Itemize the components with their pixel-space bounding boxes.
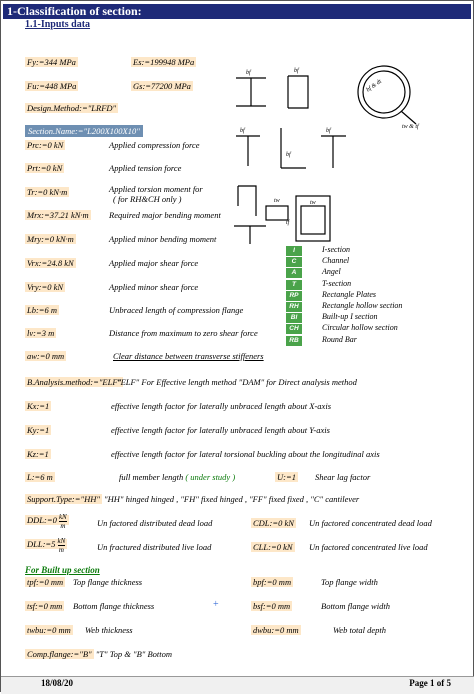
legend-label: I-section bbox=[322, 245, 350, 254]
section-name-value: Section.Name:="L200X100X10" bbox=[25, 125, 143, 137]
svg-text:bf: bf bbox=[326, 128, 331, 134]
legend-label: Channel bbox=[322, 256, 350, 266]
svg-text:bf & dt: bf & dt bbox=[365, 78, 383, 94]
footer-date: 18/08/20 bbox=[41, 678, 74, 688]
lv-value: lv:=3 m bbox=[27, 328, 55, 338]
section-title: 1-Classification of section: bbox=[3, 4, 471, 19]
vry-desc: Applied minor shear force bbox=[109, 282, 199, 292]
legend-label: Rectangle Plates bbox=[322, 289, 376, 299]
fu-row bbox=[25, 81, 78, 91]
ky-value: Ky:=1 bbox=[27, 425, 50, 435]
l-desc-main: full member length bbox=[119, 472, 184, 482]
legend-item-rh bbox=[286, 301, 402, 312]
ddl-value bbox=[25, 513, 69, 530]
dll-desc: Un fractured distributed live load bbox=[97, 542, 212, 552]
tr-desc: Applied torsion moment for bbox=[109, 184, 203, 194]
builtup-title: For Built up section bbox=[25, 565, 100, 575]
tr-desc-2: ( for RH&CH only ) bbox=[113, 194, 182, 204]
vrx-desc: Applied major shear force bbox=[109, 258, 199, 268]
tr-value: Tr:=0 kN·m bbox=[27, 187, 68, 197]
kx-desc: effective length factor for laterally unbraced length about X-axis bbox=[111, 401, 332, 411]
mrx-value: Mrx:=37.21 kN·m bbox=[27, 210, 89, 220]
footer-page-number: Page 1 of 5 bbox=[409, 678, 451, 688]
kx-row bbox=[25, 401, 51, 411]
prt-row bbox=[25, 163, 64, 173]
vrx-row bbox=[25, 258, 76, 268]
legend-label: T-section bbox=[322, 278, 352, 288]
plus-icon: + bbox=[213, 599, 219, 610]
svg-text:bf: bf bbox=[286, 152, 291, 158]
inputs-subtitle: 1.1-Inputs data bbox=[25, 19, 91, 30]
ddl-unit-num: kN bbox=[58, 513, 67, 521]
fy-value: Fy:=344 MPa bbox=[27, 57, 76, 67]
legend-item-ch bbox=[286, 323, 398, 334]
svg-text:tw: tw bbox=[274, 198, 280, 204]
kz-desc: effective length factor for lateral torsional buckling about the longitudinal axis bbox=[111, 449, 380, 459]
svg-text:bf: bf bbox=[246, 70, 251, 76]
cll-row bbox=[251, 542, 295, 552]
dll-unit-num: kN bbox=[57, 537, 66, 545]
tsf-desc: Bottom flange thickness bbox=[73, 601, 155, 611]
prc-row bbox=[25, 140, 65, 150]
bsf-row bbox=[251, 601, 292, 611]
cdl-value: CDL:=0 kN bbox=[253, 518, 294, 528]
analysis-desc: "ELF" For Effective length method "DAM" for Direct analysis method bbox=[117, 377, 357, 387]
support-row bbox=[25, 494, 359, 504]
lv-row bbox=[25, 328, 56, 338]
ddl-row bbox=[25, 513, 69, 533]
analysis-value: B.Analysis.method:="ELF" bbox=[27, 377, 122, 387]
legend-item-t bbox=[286, 279, 351, 290]
svg-text:bf: bf bbox=[294, 68, 299, 74]
u-row bbox=[275, 472, 298, 482]
legend-code-badge: C bbox=[286, 257, 302, 267]
ky-desc: effective length factor for laterally unbraced length about Y-axis bbox=[111, 425, 330, 435]
prt-value: Prt:=0 kN bbox=[27, 163, 63, 173]
kz-value: Kz:=1 bbox=[27, 449, 49, 459]
analysis-row bbox=[25, 377, 123, 387]
ddl-unit bbox=[59, 513, 67, 530]
mrx-row bbox=[25, 210, 91, 220]
l-desc-note: ( under study ) bbox=[185, 472, 236, 482]
legend-label: Circular hollow section bbox=[322, 323, 398, 333]
tpf-desc: Top flange thickness bbox=[73, 577, 143, 587]
fu-value: Fu:=448 MPa bbox=[27, 81, 77, 91]
ddl-unit-den: m bbox=[60, 522, 66, 530]
kz-row bbox=[25, 449, 51, 459]
legend-label: Angel bbox=[322, 267, 341, 277]
lv-desc: Distance from maximum to zero shear force bbox=[109, 328, 258, 338]
u-desc: Shear lag factor bbox=[315, 472, 371, 482]
vrx-value: Vrx:=24.8 kN bbox=[27, 258, 74, 268]
aw-row bbox=[25, 351, 66, 361]
bpf-row bbox=[251, 577, 293, 587]
dwbu-value: dwbu:=0 mm bbox=[253, 625, 299, 635]
legend-code-badge: BI bbox=[286, 313, 302, 323]
es-row bbox=[131, 57, 196, 67]
mry-row bbox=[25, 234, 76, 244]
legend-item-a bbox=[286, 267, 341, 278]
cll-value: CLL:=0 kN bbox=[253, 542, 293, 552]
support-desc: "HH" hinged hinged , "FH" fixed hinged , "FF" fixed fixed , "C" cantilever bbox=[104, 494, 360, 504]
lb-row bbox=[25, 305, 59, 315]
vry-row bbox=[25, 282, 65, 292]
aw-desc: Clear distance between transverse stiffeners bbox=[113, 351, 264, 361]
l-value: L:=6 m bbox=[27, 472, 53, 482]
gs-value: Gs:=77200 MPa bbox=[133, 81, 191, 91]
comp-value: Comp.flange:="B" bbox=[27, 649, 92, 659]
dll-unit bbox=[58, 537, 66, 554]
svg-text:tf: tf bbox=[286, 220, 290, 226]
legend-item-i bbox=[286, 245, 350, 256]
dll-value bbox=[25, 537, 67, 554]
legend-code-badge: RH bbox=[286, 302, 302, 312]
dll-unit-den: m bbox=[58, 546, 64, 554]
mry-desc: Applied minor bending moment bbox=[109, 234, 217, 244]
cdl-desc: Un factored concentrated dead load bbox=[309, 518, 432, 528]
dwbu-row bbox=[251, 625, 301, 635]
legend-code-badge: RB bbox=[286, 336, 302, 346]
legend-code-badge: RP bbox=[286, 291, 302, 301]
legend-label: Round Bar bbox=[322, 334, 357, 344]
legend-item-bi bbox=[286, 312, 378, 323]
tsf-value: tsf:=0 mm bbox=[27, 601, 63, 611]
ky-row bbox=[25, 425, 51, 435]
l-row bbox=[25, 472, 55, 482]
lb-desc: Unbraced length of compression flange bbox=[109, 305, 244, 315]
dwbu-desc: Web total depth bbox=[333, 625, 387, 635]
dll-row bbox=[25, 537, 67, 557]
kx-value: Kx:=1 bbox=[27, 401, 50, 411]
ddl-desc: Un factored distributed dead load bbox=[97, 518, 213, 528]
prc-desc: Applied compression force bbox=[109, 140, 200, 150]
legend-item-c bbox=[286, 256, 349, 267]
legend-code-badge: T bbox=[286, 280, 302, 290]
comp-row bbox=[25, 649, 172, 659]
fy-row bbox=[25, 57, 78, 67]
legend-code-badge: A bbox=[286, 268, 302, 278]
bpf-desc: Top flange width bbox=[321, 577, 378, 587]
tpf-value: tpf:=0 mm bbox=[27, 577, 64, 587]
vry-value: Vry:=0 kN bbox=[27, 282, 64, 292]
bsf-desc: Bottom flange width bbox=[321, 601, 390, 611]
twbu-row bbox=[25, 625, 73, 635]
cdl-row bbox=[251, 518, 296, 528]
twbu-value: twbu:=0 mm bbox=[27, 625, 71, 635]
bpf-value: bpf:=0 mm bbox=[253, 577, 292, 587]
gs-row bbox=[131, 81, 193, 91]
legend-item-rb bbox=[286, 335, 357, 346]
mrx-desc: Required major bending moment bbox=[109, 210, 221, 220]
svg-text:bf: bf bbox=[240, 128, 245, 134]
lb-value: Lb:=6 m bbox=[27, 305, 58, 315]
tpf-row bbox=[25, 577, 65, 587]
es-value: Es:=199948 MPa bbox=[133, 57, 195, 67]
tr-row bbox=[25, 187, 69, 197]
legend-label: Rectangle hollow section bbox=[322, 301, 403, 310]
mry-value: Mry:=0 kN·m bbox=[27, 234, 74, 244]
l-desc bbox=[119, 472, 235, 482]
twbu-desc: Web thickness bbox=[85, 625, 133, 635]
dll-lhs: DLL:=5 bbox=[27, 539, 56, 550]
legend-label: Built-up I section bbox=[322, 312, 378, 322]
section-shapes-figure bbox=[226, 56, 426, 246]
cll-desc: Un factored concentrated live load bbox=[309, 542, 428, 552]
tsf-row bbox=[25, 601, 64, 611]
design-method-row bbox=[25, 103, 118, 113]
legend-code-badge: I bbox=[286, 246, 302, 256]
prt-desc: Applied tension force bbox=[109, 163, 182, 173]
design-method-value: Design.Method:="LRFD" bbox=[27, 103, 117, 113]
support-value: Support.Type:="HH" bbox=[27, 494, 100, 504]
ddl-lhs: DDL:=0 bbox=[27, 515, 57, 526]
legend-code-badge: CH bbox=[286, 324, 302, 334]
comp-desc: "T" Top & "B" Bottom bbox=[95, 649, 173, 659]
prc-value: Prc:=0 kN bbox=[27, 140, 64, 150]
bsf-value: bsf:=0 mm bbox=[253, 601, 291, 611]
svg-text:tw: tw bbox=[310, 200, 316, 206]
legend-item-rp bbox=[286, 290, 376, 301]
svg-text:tw & tf: tw & tf bbox=[402, 124, 419, 130]
u-value: U:=1 bbox=[277, 472, 296, 482]
aw-value: aw:=0 mm bbox=[27, 351, 65, 361]
